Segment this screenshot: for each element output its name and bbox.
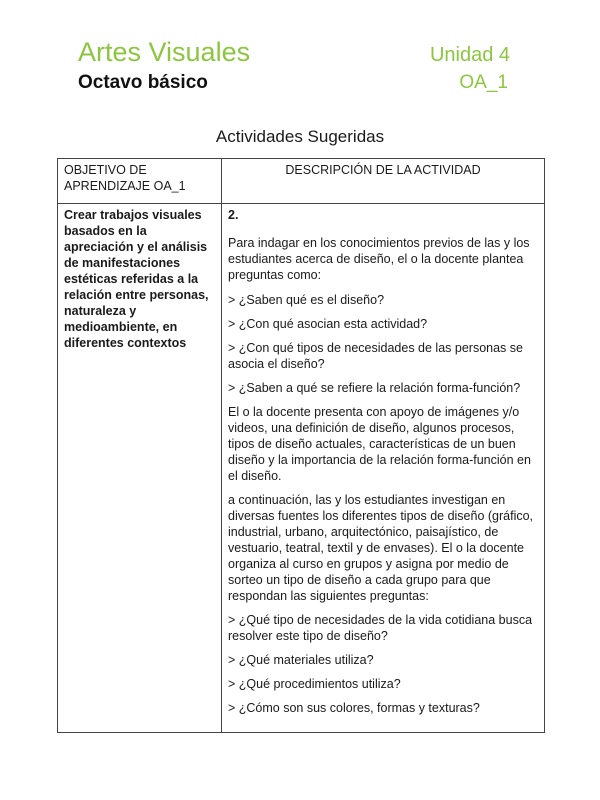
table-row <box>58 204 545 733</box>
header-row-top <box>78 36 510 71</box>
header-row-bottom <box>78 71 510 95</box>
question-item: > ¿Con qué asocian esta actividad? <box>228 317 428 331</box>
subject-title: Artes Visuales <box>78 37 251 67</box>
question-item: > ¿Qué materiales utiliza? <box>228 653 374 667</box>
paragraph-presentation: El o la docente presenta con apoyo de imágenes y/o videos, una definición de diseño, algunos procesos, tipos de diseño actuales, características de un buen diseño y la importancia de la relación forma-función en el diseño. <box>228 405 531 483</box>
section-title: Actividades Sugeridas <box>215 127 385 146</box>
activity-description <box>222 204 545 733</box>
question-item: > ¿Saben qué es el diseño? <box>228 293 385 307</box>
objective-text: Crear trabajos visuales basados en la apreciación y el análisis de manifestaciones estéticas referidas a la relación entre personas, naturaleza y medioambiente, en diferentes contextos <box>58 204 222 733</box>
objective-column-header: OBJETIVO DE APRENDIZAJE OA_1 <box>58 159 222 204</box>
question-item: > ¿Cómo son sus colores, formas y texturas? <box>228 701 480 715</box>
page-header <box>78 36 510 95</box>
activity-number: 2. <box>228 208 239 222</box>
question-item: > ¿Saben a qué se refiere la relación forma-función? <box>228 381 521 395</box>
paragraph-intro: Para indagar en los conocimientos previos de las y los estudiantes acerca de diseño, el o la docente plantea preguntas como: <box>228 236 530 282</box>
description-column-header: DESCRIPCIÓN DE LA ACTIVIDAD <box>222 159 545 204</box>
grade-label: Octavo básico <box>78 72 208 93</box>
question-item: > ¿Qué procedimientos utiliza? <box>228 677 401 691</box>
table-header-row <box>58 159 545 204</box>
unit-label: Unidad 4 <box>429 44 510 66</box>
question-item: > ¿Qué tipo de necesidades de la vida cotidiana busca resolver este tipo de diseño? <box>228 613 533 643</box>
activities-table <box>57 158 545 733</box>
objective-code: OA_1 <box>459 72 508 93</box>
question-item: > ¿Con qué tipos de necesidades de las personas se asocia el diseño? <box>228 341 523 371</box>
paragraph-research: a continuación, las y los estudiantes investigan en diversas fuentes los diferentes tipos de diseño (gráfico, industrial, urbano, arquitectónico, paisajístico, de vestuario, teatral, textil y de envases). El o la docente organiza al curso en grupos y asigna por medio de sorteo un tipo de diseño a cada grupo para que respondan las siguientes preguntas: <box>228 493 534 603</box>
